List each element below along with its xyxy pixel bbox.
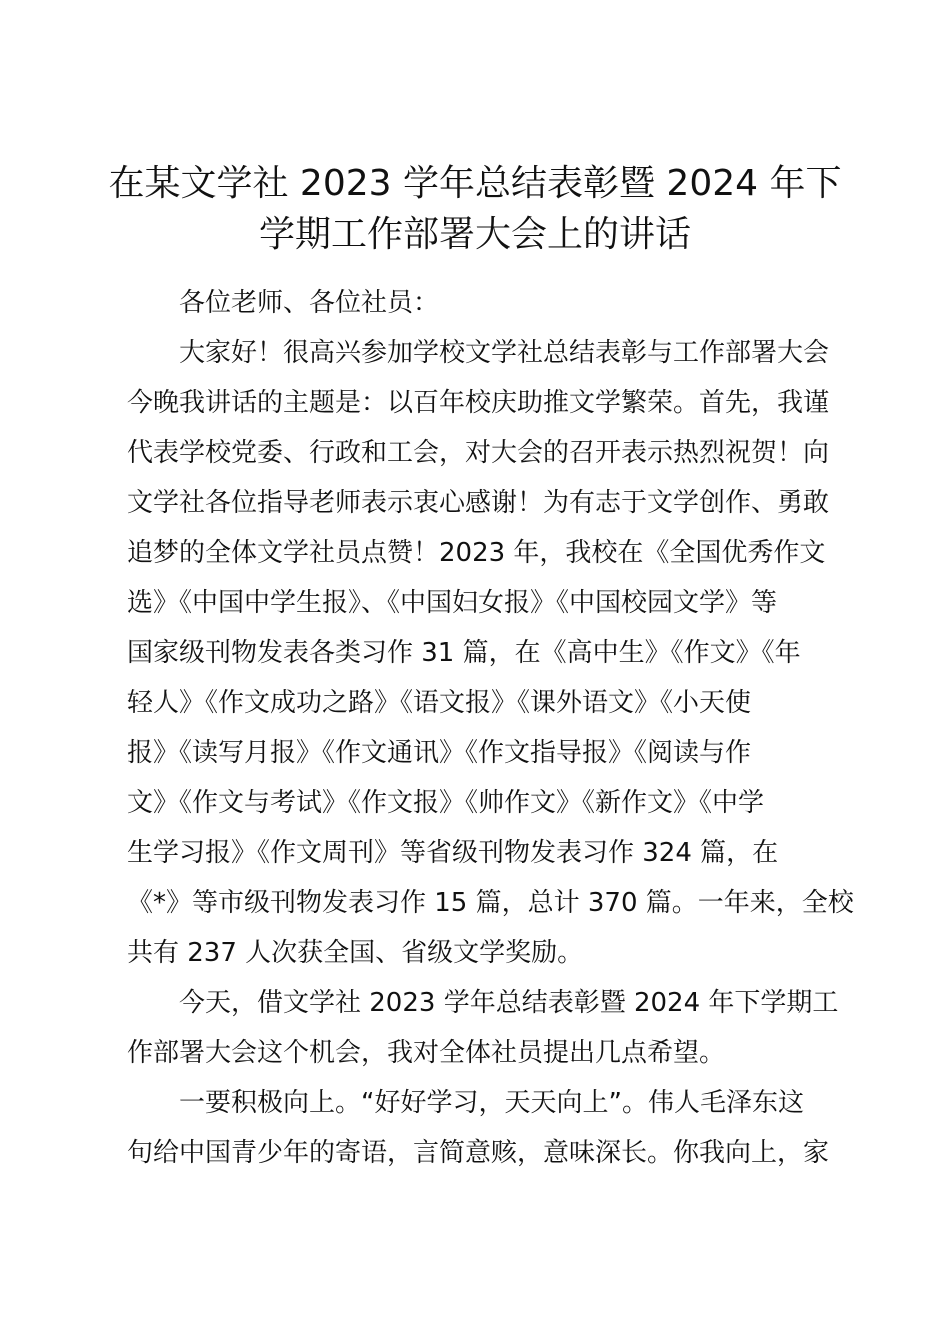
text-line: 大家好！很高兴参加学校文学社总结表彰与工作部署大会 bbox=[179, 338, 830, 368]
text-line: 生学习报》《作文周刊》等省级刊物发表习作 324 篇，在 bbox=[127, 838, 779, 868]
text-line: 报》《读写月报》《作文通讯》《作文指导报》《阅读与作 bbox=[127, 738, 752, 768]
salutation-paragraph bbox=[127, 278, 837, 328]
text-line: 《*》等市级刊物发表习作 15 篇，总计 370 篇。一年来，全校 bbox=[127, 888, 854, 918]
text-line: 今天，借文学社 2023 学年总结表彰暨 2024 年下学期工 bbox=[179, 988, 839, 1018]
text-line: 轻人》《作文成功之路》《语文报》《课外语文》《小天使 bbox=[127, 688, 752, 718]
text-line: 作部署大会这个机会，我对全体社员提出几点希望。 bbox=[127, 1038, 726, 1068]
text-line: 句给中国青少年的寄语，言简意赅，意味深长。你我向上，家 bbox=[127, 1138, 830, 1168]
title-line-1: 在某文学社 2023 学年总结表彰暨 2024 年下 bbox=[108, 163, 842, 204]
paragraph-3 bbox=[127, 1078, 837, 1178]
title-line-2: 学期工作部署大会上的讲话 bbox=[258, 214, 691, 255]
text-line: 文学社各位指导老师表示衷心感谢！为有志于文学创作、勇敢 bbox=[127, 488, 830, 518]
document-title bbox=[100, 158, 850, 260]
document-body bbox=[127, 278, 854, 1178]
text-line: 一要积极向上。“好好学习，天天向上”。伟人毛泽东这 bbox=[179, 1088, 804, 1118]
text-line: 国家级刊物发表各类习作 31 篇，在《高中生》《作文》《年 bbox=[127, 638, 801, 668]
text-line: 今晚我讲话的主题是：以百年校庆助推文学繁荣。首先，我谨 bbox=[127, 388, 830, 418]
text-line: 追梦的全体文学社员点赞！2023 年，我校在《全国优秀作文 bbox=[127, 538, 826, 568]
paragraph-1 bbox=[127, 328, 854, 978]
text-line: 文》《作文与考试》《作文报》《帅作文》《新作文》《中学 bbox=[127, 788, 765, 818]
text-line: 共有 237 人次获全国、省级文学奖励。 bbox=[127, 938, 584, 968]
text-line: 代表学校党委、行政和工会，对大会的召开表示热烈祝贺！向 bbox=[127, 438, 830, 468]
salutation: 各位老师、各位社员： bbox=[179, 288, 440, 318]
text-line: 选》《中国中学生报》、《中国妇女报》《中国校园文学》等 bbox=[127, 588, 778, 618]
paragraph-2 bbox=[127, 978, 837, 1078]
